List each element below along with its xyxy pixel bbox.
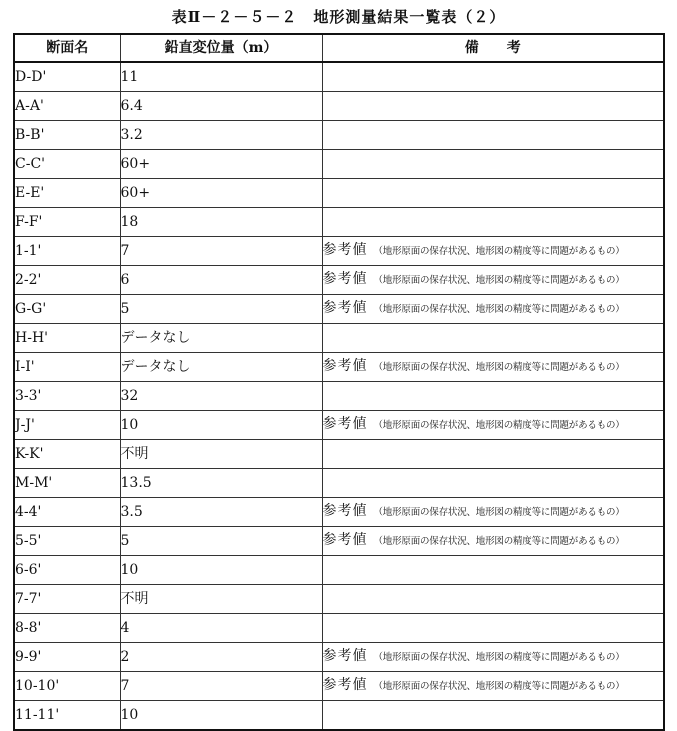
displacement-value-cell: 18 bbox=[120, 208, 322, 237]
table-row bbox=[14, 556, 664, 585]
remarks-cell bbox=[322, 527, 664, 556]
header-vertical-displacement: 鉛直変位量（m） bbox=[120, 34, 322, 62]
table-row bbox=[14, 411, 664, 440]
displacement-value-cell: 60+ bbox=[120, 179, 322, 208]
table-row bbox=[14, 150, 664, 179]
table-row bbox=[14, 382, 664, 411]
section-name-cell: M-M' bbox=[14, 469, 120, 498]
displacement-value-cell: データなし bbox=[120, 324, 322, 353]
displacement-value-cell: 6.4 bbox=[120, 92, 322, 121]
reference-value-detail: （地形原面の保存状況、地形図の精度等に問題があるもの） bbox=[373, 420, 625, 431]
section-name-cell: 9-9' bbox=[14, 643, 120, 672]
reference-value-detail: （地形原面の保存状況、地形図の精度等に問題があるもの） bbox=[373, 304, 625, 315]
displacement-value-cell: 不明 bbox=[120, 440, 322, 469]
table-title: 表Ⅱ－２－５－２ 地形測量結果一覧表（２） bbox=[171, 8, 506, 26]
section-name-cell: J-J' bbox=[14, 411, 120, 440]
header-section-name: 断面名 bbox=[14, 34, 120, 62]
section-name-cell: C-C' bbox=[14, 150, 120, 179]
table-row bbox=[14, 237, 664, 266]
remarks-cell bbox=[322, 498, 664, 527]
remarks-cell bbox=[322, 208, 664, 237]
remarks-cell bbox=[322, 266, 664, 295]
section-name-cell: 2-2' bbox=[14, 266, 120, 295]
section-name-cell: 10-10' bbox=[14, 672, 120, 701]
displacement-value-cell: 2 bbox=[120, 643, 322, 672]
displacement-value-cell: 32 bbox=[120, 382, 322, 411]
remarks-cell bbox=[322, 701, 664, 731]
table-header-row bbox=[14, 34, 664, 62]
remarks-cell bbox=[322, 150, 664, 179]
displacement-value-cell: 60+ bbox=[120, 150, 322, 179]
reference-value-detail: （地形原面の保存状況、地形図の精度等に問題があるもの） bbox=[373, 362, 625, 373]
section-name-cell: D-D' bbox=[14, 62, 120, 92]
section-name-cell: G-G' bbox=[14, 295, 120, 324]
remarks-cell bbox=[322, 179, 664, 208]
remarks-cell bbox=[322, 62, 664, 92]
table-row bbox=[14, 643, 664, 672]
reference-value-label: 参考値 bbox=[322, 416, 368, 432]
table-row bbox=[14, 92, 664, 121]
remarks-cell bbox=[322, 672, 664, 701]
section-name-cell: K-K' bbox=[14, 440, 120, 469]
survey-results-table bbox=[13, 33, 665, 731]
table-row bbox=[14, 295, 664, 324]
table-row bbox=[14, 266, 664, 295]
remarks-cell bbox=[322, 382, 664, 411]
reference-value-detail: （地形原面の保存状況、地形図の精度等に問題があるもの） bbox=[373, 246, 625, 257]
displacement-value-cell: 3.5 bbox=[120, 498, 322, 527]
table-row bbox=[14, 324, 664, 353]
table-row bbox=[14, 701, 664, 731]
table-row bbox=[14, 527, 664, 556]
displacement-value-cell: 6 bbox=[120, 266, 322, 295]
remarks-cell bbox=[322, 411, 664, 440]
section-name-cell: 11-11' bbox=[14, 701, 120, 731]
section-name-cell: F-F' bbox=[14, 208, 120, 237]
remarks-cell bbox=[322, 614, 664, 643]
section-name-cell: 3-3' bbox=[14, 382, 120, 411]
remarks-cell bbox=[322, 643, 664, 672]
table-row bbox=[14, 498, 664, 527]
displacement-value-cell: 11 bbox=[120, 62, 322, 92]
displacement-value-cell: 10 bbox=[120, 556, 322, 585]
table-row bbox=[14, 614, 664, 643]
header-remarks: 備 考 bbox=[322, 34, 664, 62]
section-name-cell: E-E' bbox=[14, 179, 120, 208]
displacement-value-cell: 7 bbox=[120, 237, 322, 266]
reference-value-label: 参考値 bbox=[322, 677, 368, 693]
reference-value-detail: （地形原面の保存状況、地形図の精度等に問題があるもの） bbox=[373, 681, 625, 692]
remarks-cell bbox=[322, 295, 664, 324]
section-name-cell: B-B' bbox=[14, 121, 120, 150]
displacement-value-cell: データなし bbox=[120, 353, 322, 382]
reference-value-label: 参考値 bbox=[322, 532, 368, 548]
section-name-cell: 6-6' bbox=[14, 556, 120, 585]
section-name-cell: 1-1' bbox=[14, 237, 120, 266]
displacement-value-cell: 10 bbox=[120, 411, 322, 440]
reference-value-label: 参考値 bbox=[322, 648, 368, 664]
displacement-value-cell: 不明 bbox=[120, 585, 322, 614]
table-body bbox=[14, 62, 664, 730]
table-row bbox=[14, 62, 664, 92]
reference-value-detail: （地形原面の保存状況、地形図の精度等に問題があるもの） bbox=[373, 536, 625, 547]
displacement-value-cell: 4 bbox=[120, 614, 322, 643]
reference-value-label: 参考値 bbox=[322, 271, 368, 287]
reference-value-detail: （地形原面の保存状況、地形図の精度等に問題があるもの） bbox=[373, 507, 625, 518]
remarks-cell bbox=[322, 585, 664, 614]
remarks-cell bbox=[322, 353, 664, 382]
displacement-value-cell: 13.5 bbox=[120, 469, 322, 498]
table-row bbox=[14, 672, 664, 701]
reference-value-detail: （地形原面の保存状況、地形図の精度等に問題があるもの） bbox=[373, 275, 625, 286]
section-name-cell: 5-5' bbox=[14, 527, 120, 556]
table-row bbox=[14, 179, 664, 208]
remarks-cell bbox=[322, 469, 664, 498]
displacement-value-cell: 3.2 bbox=[120, 121, 322, 150]
remarks-cell bbox=[322, 324, 664, 353]
table-row bbox=[14, 440, 664, 469]
section-name-cell: 4-4' bbox=[14, 498, 120, 527]
remarks-cell bbox=[322, 237, 664, 266]
displacement-value-cell: 5 bbox=[120, 527, 322, 556]
section-name-cell: H-H' bbox=[14, 324, 120, 353]
section-name-cell: 8-8' bbox=[14, 614, 120, 643]
displacement-value-cell: 5 bbox=[120, 295, 322, 324]
table-row bbox=[14, 208, 664, 237]
remarks-cell bbox=[322, 121, 664, 150]
remarks-cell bbox=[322, 92, 664, 121]
remarks-cell bbox=[322, 556, 664, 585]
table-row bbox=[14, 353, 664, 382]
reference-value-label: 参考値 bbox=[322, 242, 368, 258]
table-row bbox=[14, 469, 664, 498]
remarks-cell bbox=[322, 440, 664, 469]
section-name-cell: 7-7' bbox=[14, 585, 120, 614]
reference-value-detail: （地形原面の保存状況、地形図の精度等に問題があるもの） bbox=[373, 652, 625, 663]
table-row bbox=[14, 585, 664, 614]
displacement-value-cell: 10 bbox=[120, 701, 322, 731]
displacement-value-cell: 7 bbox=[120, 672, 322, 701]
section-name-cell: A-A' bbox=[14, 92, 120, 121]
table-row bbox=[14, 121, 664, 150]
reference-value-label: 参考値 bbox=[322, 358, 368, 374]
reference-value-label: 参考値 bbox=[322, 300, 368, 316]
reference-value-label: 参考値 bbox=[322, 503, 368, 519]
section-name-cell: I-I' bbox=[14, 353, 120, 382]
